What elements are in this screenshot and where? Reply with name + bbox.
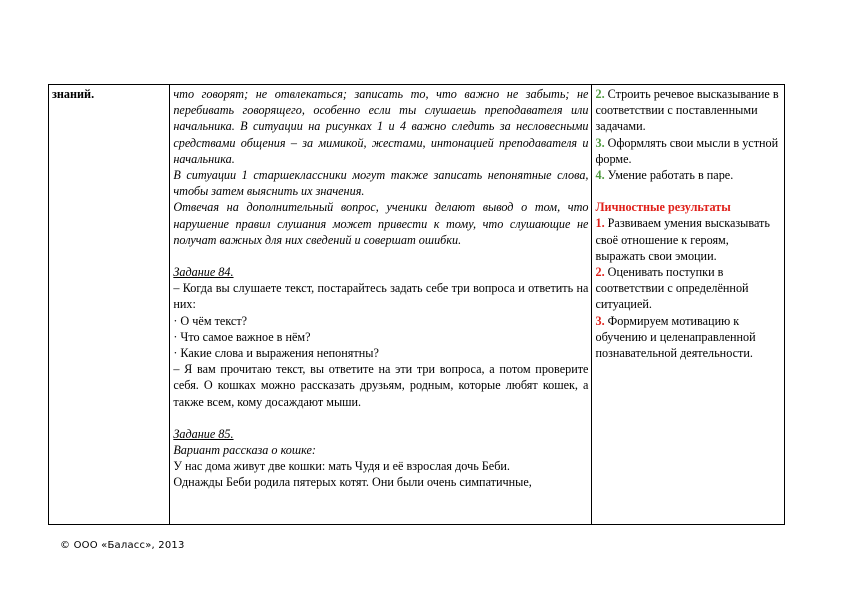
result-item: 3. Оформлять свои мысли в устной форме.	[595, 135, 779, 166]
stage-cell	[49, 85, 170, 525]
intro-paragraph-2: В ситуации 1 старшеклассники могут также записать непонятные слова, чтобы затем выяснить их значения.	[173, 168, 589, 199]
task-85-line-2: Однажды Беби родила пятерых котят. Они были очень симпатичные,	[173, 475, 532, 490]
task-85-subtitle: Вариант рассказа о кошке:	[173, 443, 316, 458]
lesson-table	[48, 84, 785, 525]
stage-text: знаний.	[52, 87, 95, 101]
result-item: 4. Умение работать в паре.	[595, 168, 734, 183]
task-84-line-2: · О чём текст?	[173, 313, 248, 328]
task-84-line-3: · Что самое важное в нём?	[173, 329, 311, 344]
personal-results-title: Личностные результаты	[595, 200, 731, 215]
copyright-footer: © ООО «Баласс», 2013	[60, 540, 185, 551]
personal-item: 3. Формируем мотивацию к обучению и целенаправленной познавательной деятельности.	[595, 313, 756, 361]
result-item: 2. Строить речевое высказывание в соответствии с поставленными задачами.	[595, 87, 779, 134]
personal-item: 1. Развиваем умения высказывать своё отношение к героям, выражать свои эмоции.	[595, 216, 770, 263]
task-84-line-1: – Когда вы слушаете текст, постарайтесь задать себе три вопроса и ответить на них:	[173, 281, 589, 312]
results-cell	[592, 85, 785, 525]
task-85-line-1: У нас дома живут две кошки: мать Чудя и её взрослая дочь Беби.	[173, 459, 510, 474]
intro-paragraph-1: что говорят; не отвлекаться; записать то, что важно не забыть; не перебивать говорящего, особенно если ты слушаешь преподавателя или начальника. В ситуации на рисунках 1 и 4 важно следить за несловесными средствами общения – за мимикой, жестами, интонацией преподавателя и начальника.	[173, 87, 589, 166]
table-row	[49, 85, 785, 525]
personal-item: 2. Оценивать поступки в соответствии с определённой ситуацией.	[595, 265, 749, 312]
activity-cell	[170, 85, 592, 525]
task-84-title: Задание 84.	[173, 265, 234, 280]
task-85-title: Задание 85.	[173, 426, 234, 441]
intro-paragraph-3: Отвечая на дополнительный вопрос, ученики делают вывод о том, что нарушение правил слушания может привести к тому, что слушающие не получат важных для них сведений и совершат ошибки.	[173, 200, 589, 247]
task-84-line-4: · Какие слова и выражения непонятны?	[173, 346, 379, 361]
task-84-line-5: – Я вам прочитаю текст, вы ответите на эти три вопроса, а потом проверите себя. О кошках можно рассказать друзьям, родным, которые любят кошек, а также всем, кому досаждают мыши.	[173, 362, 589, 409]
